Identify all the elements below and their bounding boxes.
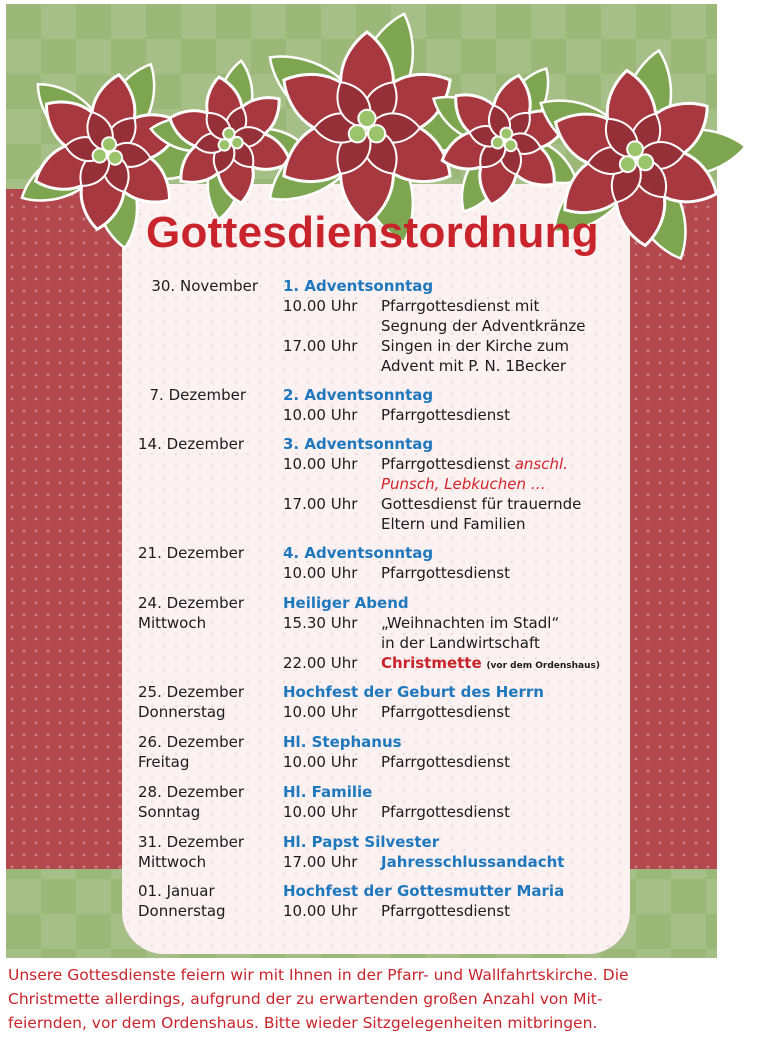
- entry-feast: Hochfest der Geburt des Herrn: [283, 683, 544, 701]
- service-text: Gottesdienst für trauernde: [381, 495, 582, 513]
- service-text: [381, 653, 600, 676]
- entry-feast: Hochfest der Gottesmutter Maria: [283, 882, 565, 900]
- service-note: anschl.: [514, 455, 568, 473]
- entry-feast: 3. Adventsonntag: [283, 435, 434, 453]
- entry-date: 01. Januar: [138, 882, 215, 900]
- entry-date: 7. Dezember: [149, 386, 246, 404]
- entry-weekday: Mittwoch: [138, 614, 207, 632]
- location-note: (vor dem Ordenshaus): [486, 661, 600, 671]
- service-time: 10.00 Uhr: [283, 703, 358, 721]
- entry-feast: Heiliger Abend: [283, 594, 409, 612]
- footer-line: Christmette allerdings, aufgrund der zu erwartenden großen Anzahl von Mit-: [8, 990, 603, 1008]
- service-note: Punsch, Lebkuchen …: [381, 475, 546, 493]
- entry-feast: Hl. Papst Silvester: [283, 833, 440, 851]
- service-text: Pfarrgottesdienst: [381, 564, 510, 582]
- service-time: 10.00 Uhr: [283, 803, 358, 821]
- service-text: „Weihnachten im Stadl“: [381, 614, 560, 632]
- service-time: 10.00 Uhr: [283, 753, 358, 771]
- entry-date: 21. Dezember: [138, 544, 245, 562]
- service-time: 17.00 Uhr: [283, 495, 358, 513]
- entry-feast: 4. Adventsonntag: [283, 544, 434, 562]
- service-text: Pfarrgottesdienst mit: [381, 297, 540, 315]
- footer-line: feiernden, vor dem Ordenshaus. Bitte wieder Sitzgelegenheiten mitbringen.: [8, 1014, 598, 1032]
- service-text: Singen in der Kirche zum: [381, 337, 569, 355]
- service-text: Pfarrgottesdienst: [381, 753, 510, 771]
- entry-weekday: Freitag: [138, 753, 190, 771]
- service-text: Pfarrgottesdienst: [381, 803, 510, 821]
- service-time: 10.00 Uhr: [283, 902, 358, 920]
- service-text: Jahresschlussandacht: [381, 853, 565, 871]
- service-text: Advent mit P. N. 1Becker: [381, 357, 567, 375]
- service-time: 17.00 Uhr: [283, 337, 358, 355]
- service-time: 15.30 Uhr: [283, 614, 358, 632]
- service-text: Segnung der Adventkränze: [381, 317, 586, 335]
- service-text: [381, 454, 568, 474]
- service-text: Eltern und Familien: [381, 515, 526, 533]
- entry-date: 26. Dezember: [138, 733, 245, 751]
- entry-date: 25. Dezember: [138, 683, 245, 701]
- service-time: 17.00 Uhr: [283, 853, 358, 871]
- footer-note: [8, 963, 758, 1035]
- entry-date: 24. Dezember: [138, 594, 245, 612]
- christmette-highlight: Christmette: [381, 654, 482, 672]
- entry-date: 14. Dezember: [138, 435, 245, 453]
- entry-weekday: Donnerstag: [138, 703, 226, 721]
- entry-feast: 1. Adventsonntag: [283, 277, 434, 295]
- service-text: Pfarrgottesdienst: [381, 703, 510, 721]
- entry-date: 31. Dezember: [138, 833, 245, 851]
- service-main-text: Pfarrgottesdienst: [381, 455, 510, 473]
- service-time: 10.00 Uhr: [283, 455, 358, 473]
- entry-date: 30. November: [151, 277, 258, 295]
- service-text: Pfarrgottesdienst: [381, 406, 510, 424]
- service-text: in der Landwirtschaft: [381, 634, 540, 652]
- entry-feast: Hl. Stephanus: [283, 733, 402, 751]
- entry-weekday: Sonntag: [138, 803, 201, 821]
- service-time: 10.00 Uhr: [283, 406, 358, 424]
- service-time: 10.00 Uhr: [283, 297, 358, 315]
- page-title: Gottesdienstordnung: [145, 208, 599, 257]
- service-text: Pfarrgottesdienst: [381, 902, 510, 920]
- footer-line: Unsere Gottesdienste feiern wir mit Ihnen in der Pfarr- und Wallfahrtskirche. Die: [8, 966, 629, 984]
- entry-weekday: Donnerstag: [138, 902, 226, 920]
- entry-weekday: Mittwoch: [138, 853, 207, 871]
- entry-date: 28. Dezember: [138, 783, 245, 801]
- entry-feast: 2. Adventsonntag: [283, 386, 434, 404]
- service-time: 22.00 Uhr: [283, 654, 358, 672]
- service-time: 10.00 Uhr: [283, 564, 358, 582]
- entry-feast: Hl. Familie: [283, 783, 373, 801]
